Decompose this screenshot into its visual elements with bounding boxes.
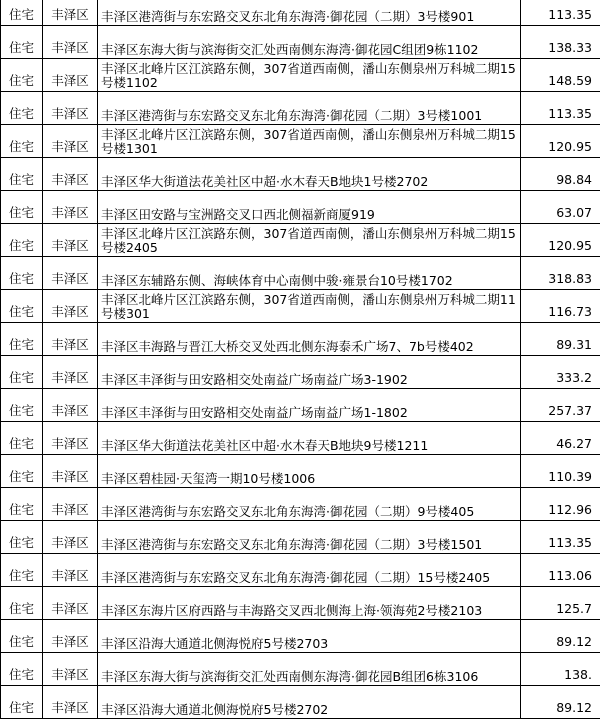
address-cell: 丰泽区田安路与宝洲路交叉口西北侧福新商厦919: [98, 191, 521, 224]
property-type-cell: 住宅: [1, 191, 43, 224]
address-cell: 丰泽区东海大街与滨海街交汇处西南侧东海湾·御花园C组团9栋1102: [98, 26, 521, 59]
area-cell: 113.06: [521, 554, 600, 587]
property-type-cell: 住宅: [1, 686, 43, 719]
area-cell: 89.31: [521, 323, 600, 356]
table-row: [1, 686, 600, 719]
address-cell: 丰泽区沿海大通道北侧海悦府5号楼2702: [98, 686, 521, 719]
district-cell: 丰泽区: [43, 290, 98, 323]
area-cell: 46.27: [521, 422, 600, 455]
table-row: [1, 521, 600, 554]
property-type-cell: 住宅: [1, 257, 43, 290]
table-row: [1, 26, 600, 59]
table-row: [1, 323, 600, 356]
district-cell: 丰泽区: [43, 125, 98, 158]
area-cell: 89.12: [521, 620, 600, 653]
address-cell: 丰泽区碧桂园·天玺湾一期10号楼1006: [98, 455, 521, 488]
area-cell: 113.35: [521, 521, 600, 554]
table-row: [1, 455, 600, 488]
property-type-cell: 住宅: [1, 224, 43, 257]
area-cell: 138.33: [521, 26, 600, 59]
address-cell: 丰泽区北峰片区江滨路东侧，307省道西南侧，潘山东侧泉州万科城二期15号楼1301: [98, 125, 521, 158]
area-cell: 63.07: [521, 191, 600, 224]
district-cell: 丰泽区: [43, 653, 98, 686]
property-type-cell: 住宅: [1, 323, 43, 356]
area-cell: 120.95: [521, 224, 600, 257]
property-type-cell: 住宅: [1, 422, 43, 455]
property-type-cell: 住宅: [1, 59, 43, 92]
area-cell: 113.35: [521, 0, 600, 26]
address-cell: 丰泽区东辅路东侧、海峡体育中心南侧中骏·雍景台10号楼1702: [98, 257, 521, 290]
table-row: [1, 257, 600, 290]
area-cell: 116.73: [521, 290, 600, 323]
address-cell: 丰泽区北峰片区江滨路东侧，307省道西南侧，潘山东侧泉州万科城二期15号楼1102: [98, 59, 521, 92]
district-cell: 丰泽区: [43, 224, 98, 257]
district-cell: 丰泽区: [43, 488, 98, 521]
address-cell: 丰泽区华大街道法花美社区中超·水木春天B地块9号楼1211: [98, 422, 521, 455]
district-cell: 丰泽区: [43, 191, 98, 224]
area-cell: 110.39: [521, 455, 600, 488]
property-type-cell: 住宅: [1, 0, 43, 26]
address-cell: 丰泽区北峰片区江滨路东侧，307省道西南侧，潘山东侧泉州万科城二期11号楼301: [98, 290, 521, 323]
district-cell: 丰泽区: [43, 455, 98, 488]
property-type-cell: 住宅: [1, 455, 43, 488]
table-row: [1, 422, 600, 455]
address-cell: 丰泽区东海大街与滨海街交汇处西南侧东海湾·御花园B组团6栋3106: [98, 653, 521, 686]
property-type-cell: 住宅: [1, 554, 43, 587]
area-cell: 89.12: [521, 686, 600, 719]
address-cell: 丰泽区丰海路与晋江大桥交叉处西北侧东海泰禾广场7、7b号楼402: [98, 323, 521, 356]
table-row: [1, 224, 600, 257]
table-row: [1, 620, 600, 653]
table-row: [1, 191, 600, 224]
property-type-cell: 住宅: [1, 653, 43, 686]
district-cell: 丰泽区: [43, 620, 98, 653]
address-cell: 丰泽区港湾街与东宏路交叉东北角东海湾·御花园（二期）3号楼1501: [98, 521, 521, 554]
district-cell: 丰泽区: [43, 389, 98, 422]
district-cell: 丰泽区: [43, 686, 98, 719]
district-cell: 丰泽区: [43, 422, 98, 455]
district-cell: 丰泽区: [43, 257, 98, 290]
table-row: [1, 587, 600, 620]
area-cell: 112.96: [521, 488, 600, 521]
table-row: [1, 488, 600, 521]
district-cell: 丰泽区: [43, 554, 98, 587]
property-type-cell: 住宅: [1, 125, 43, 158]
district-cell: 丰泽区: [43, 356, 98, 389]
property-type-cell: 住宅: [1, 620, 43, 653]
address-cell: 丰泽区港湾街与东宏路交叉东北角东海湾·御花园（二期）3号楼1001: [98, 92, 521, 125]
address-cell: 丰泽区东海片区府西路与丰海路交叉西北侧海上海·领海苑2号楼2103: [98, 587, 521, 620]
table-row: [1, 92, 600, 125]
area-cell: 318.83: [521, 257, 600, 290]
table-row: [1, 125, 600, 158]
property-type-cell: 住宅: [1, 158, 43, 191]
property-type-cell: 住宅: [1, 389, 43, 422]
property-type-cell: 住宅: [1, 26, 43, 59]
district-cell: 丰泽区: [43, 59, 98, 92]
property-type-cell: 住宅: [1, 587, 43, 620]
address-cell: 丰泽区华大街道法花美社区中超·水木春天B地块1号楼2702: [98, 158, 521, 191]
table-row: [1, 0, 600, 26]
district-cell: 丰泽区: [43, 521, 98, 554]
district-cell: 丰泽区: [43, 587, 98, 620]
area-cell: 113.35: [521, 92, 600, 125]
property-type-cell: 住宅: [1, 92, 43, 125]
district-cell: 丰泽区: [43, 92, 98, 125]
property-type-cell: 住宅: [1, 521, 43, 554]
table-body: [1, 0, 600, 719]
district-cell: 丰泽区: [43, 26, 98, 59]
area-cell: 98.84: [521, 158, 600, 191]
district-cell: 丰泽区: [43, 323, 98, 356]
table-row: [1, 290, 600, 323]
address-cell: 丰泽区丰泽街与田安路相交处南益广场南益广场3-1902: [98, 356, 521, 389]
table-row: [1, 653, 600, 686]
property-type-cell: 住宅: [1, 488, 43, 521]
property-type-cell: 住宅: [1, 290, 43, 323]
table-row: [1, 554, 600, 587]
area-cell: 125.7: [521, 587, 600, 620]
address-cell: 丰泽区港湾街与东宏路交叉东北角东海湾·御花园（二期）3号楼901: [98, 0, 521, 26]
table-row: [1, 158, 600, 191]
area-cell: 120.95: [521, 125, 600, 158]
table-row: [1, 389, 600, 422]
area-cell: 257.37: [521, 389, 600, 422]
area-cell: 333.2: [521, 356, 600, 389]
area-cell: 148.59: [521, 59, 600, 92]
address-cell: 丰泽区港湾街与东宏路交叉东北角东海湾·御花园（二期）9号楼405: [98, 488, 521, 521]
district-cell: 丰泽区: [43, 158, 98, 191]
area-cell: 138.: [521, 653, 600, 686]
address-cell: 丰泽区港湾街与东宏路交叉东北角东海湾·御花园（二期）15号楼2405: [98, 554, 521, 587]
address-cell: 丰泽区北峰片区江滨路东侧，307省道西南侧，潘山东侧泉州万科城二期15号楼2405: [98, 224, 521, 257]
property-type-cell: 住宅: [1, 356, 43, 389]
address-cell: 丰泽区沿海大通道北侧海悦府5号楼2703: [98, 620, 521, 653]
district-cell: 丰泽区: [43, 0, 98, 26]
table-row: [1, 356, 600, 389]
address-cell: 丰泽区丰泽街与田安路相交处南益广场南益广场1-1802: [98, 389, 521, 422]
table-row: [1, 59, 600, 92]
